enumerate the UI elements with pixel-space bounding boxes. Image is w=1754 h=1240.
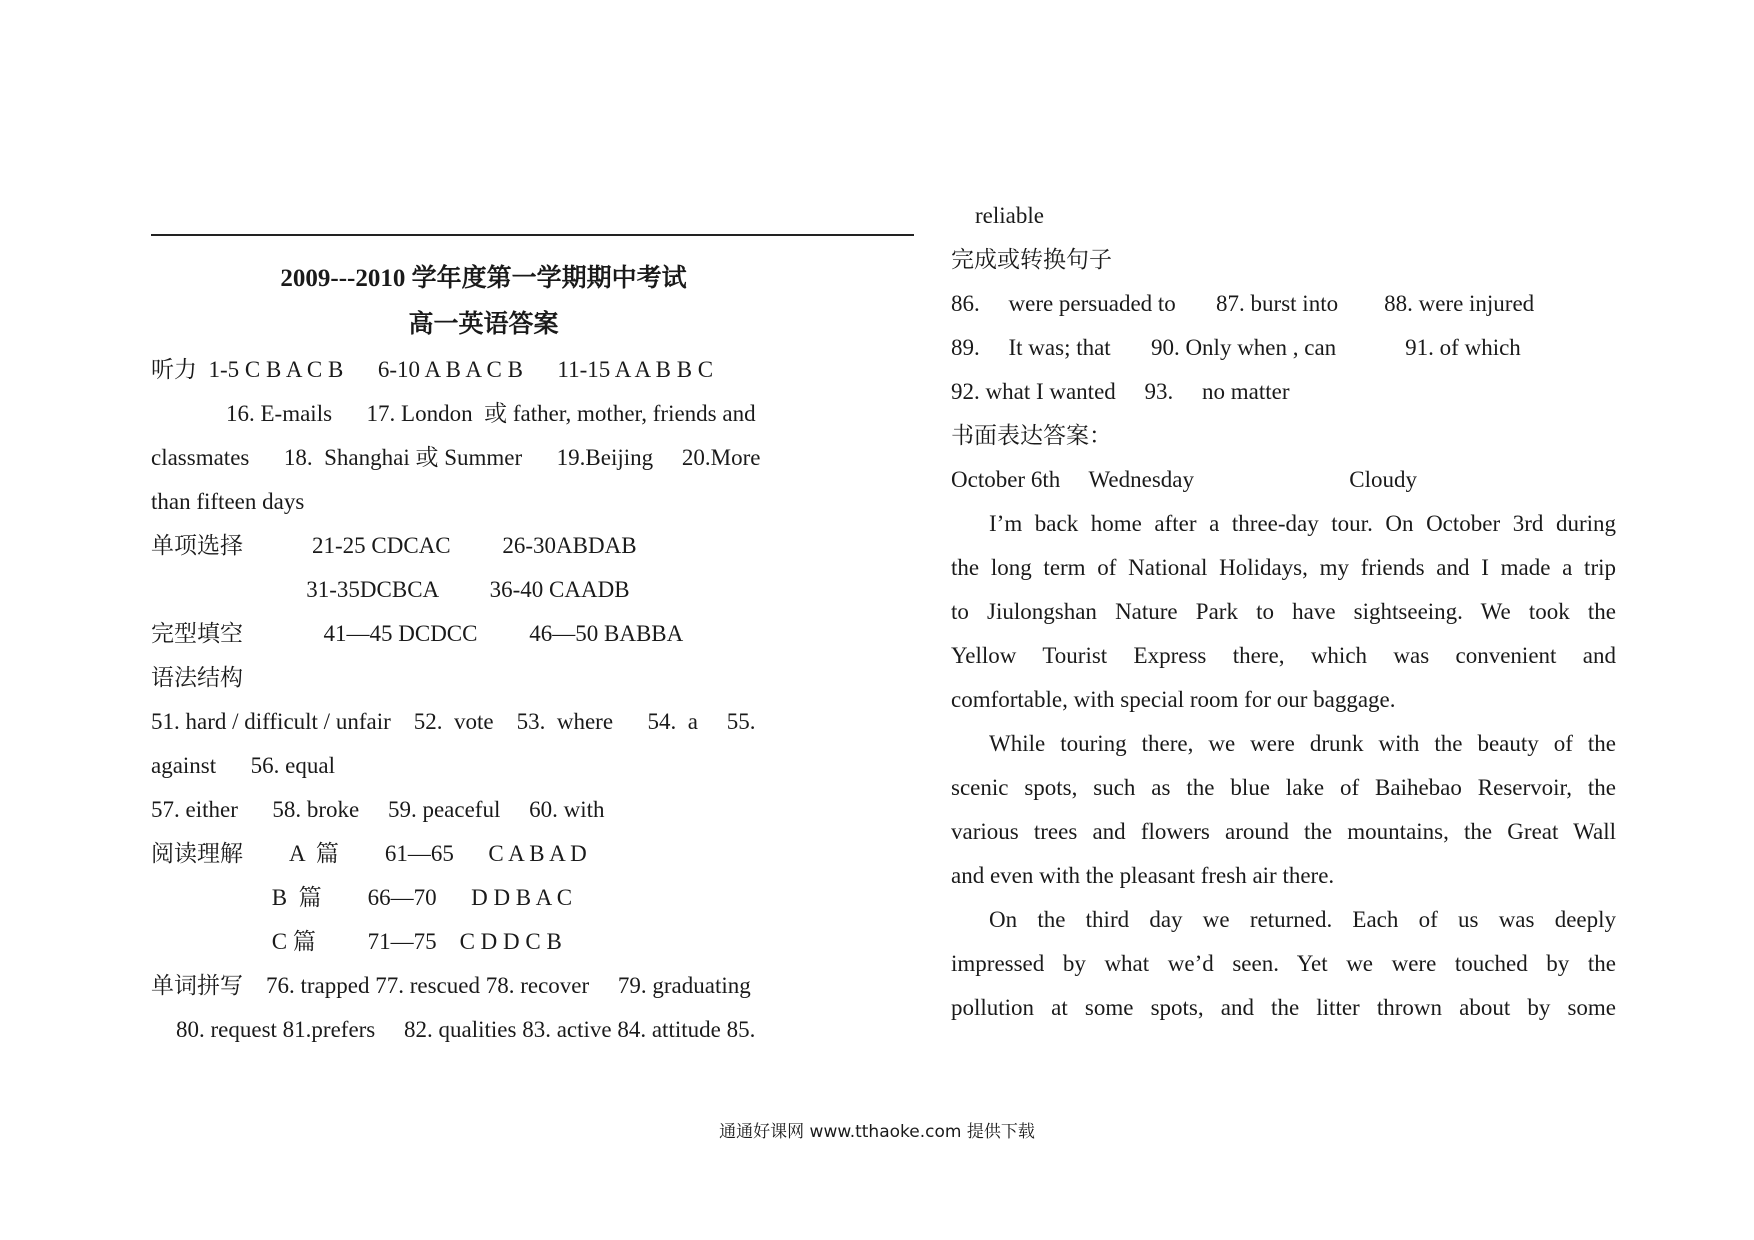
diary-date-line: October 6th Wednesday Cloudy (951, 467, 1417, 492)
single-choice-answers-2: 31-35DCBCA 36-40 CAADB (151, 577, 630, 602)
grammar-answers-1: 51. hard / difficult / unfair 52. vote 53. where 54. a 55. (151, 709, 756, 734)
grammar-answers-2: against 56. equal (151, 753, 335, 778)
essay-line: various trees and flowers around the mountains, the Great Wall (951, 819, 1616, 844)
essay-line: to Jiulongshan Nature Park to have sightseeing. We took the (951, 599, 1616, 624)
footer-source: 通通好课网 www.tthaoke.com 提供下载 (719, 1122, 1035, 1142)
page-title: 2009---2010 学年度第一学期期中考试 (280, 265, 687, 292)
essay-line: While touring there, we were drunk with the beauty of the (989, 731, 1616, 756)
essay-line: and even with the pleasant fresh air there. (951, 863, 1335, 888)
sentences-heading: 完成或转换句子 (951, 247, 1112, 272)
essay-line: impressed by what we’d seen. Yet we were touched by the (951, 951, 1616, 976)
essay-line: the long term of National Holidays, my friends and I made a trip (951, 555, 1616, 580)
left-column (151, 234, 816, 1052)
cloze-answers: 完型填空 41—45 DCDCC 46—50 BABBA (151, 621, 684, 646)
sentence-answers-1: 86. were persuaded to 87. burst into 88. were injured (951, 291, 1535, 316)
grammar-answers-3: 57. either 58. broke 59. peaceful 60. with (151, 797, 605, 822)
spelling-answer-85: reliable (975, 203, 1044, 228)
essay-line: I’m back home after a three-day tour. On October 3rd during (989, 511, 1616, 536)
essay-line: comfortable, with special room for our baggage. (951, 687, 1396, 712)
essay-line: On the third day we returned. Each of us was deeply (989, 907, 1616, 932)
listening-answers-1: 听力 1-5 C B A C B 6-10 A B A C B 11-15 A A B B C (151, 357, 714, 382)
sentence-answers-2: 89. It was; that 90. Only when , can 91. of which (951, 335, 1521, 360)
right-column (951, 194, 1616, 1030)
listening-answers-4: than fifteen days (151, 489, 305, 514)
single-choice-answers-1: 单项选择 21-25 CDCAC 26-30ABDAB (151, 533, 637, 558)
reading-answers-3: C 篇 71—75 C D D C B (151, 929, 562, 954)
writing-heading: 书面表达答案： (951, 423, 1112, 448)
spelling-answers-2: 80. request 81.prefers 82. qualities 83. active 84. attitude 85. (176, 1017, 756, 1042)
reading-answers-1: 阅读理解 A 篇 61—65 C A B A D (151, 841, 587, 866)
listening-answers-2: 16. E-mails 17. London 或 father, mother, friends and (226, 401, 756, 426)
spelling-answers-1: 单词拼写 76. trapped 77. rescued 78. recover 79. graduating (151, 973, 751, 998)
sentence-answers-3: 92. what I wanted 93. no matter (951, 379, 1290, 404)
essay-line: Yellow Tourist Express there, which was convenient and (951, 643, 1616, 668)
essay-line: pollution at some spots, and the litter thrown about by some (951, 995, 1616, 1020)
essay-line: scenic spots, such as the blue lake of Baihebao Reservoir, the (951, 775, 1616, 800)
grammar-heading: 语法结构 (151, 665, 243, 690)
page-subtitle: 高一英语答案 (408, 311, 559, 338)
listening-answers-3: classmates 18. Shanghai 或 Summer 19.Beijing 20.More (151, 445, 761, 470)
reading-answers-2: B 篇 66—70 D D B A C (151, 885, 573, 910)
